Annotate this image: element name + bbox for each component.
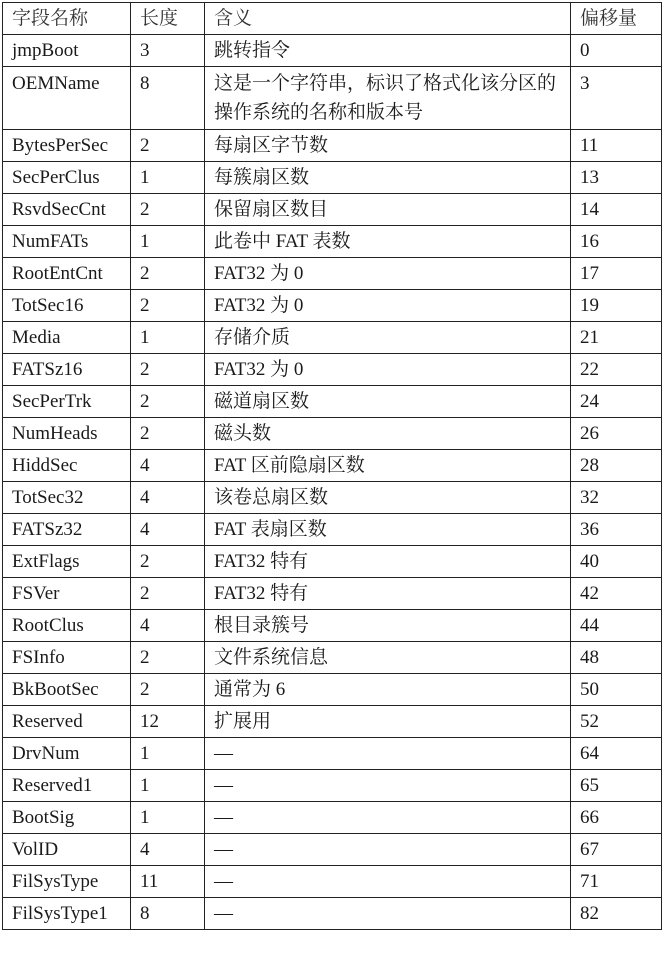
- cell-offset: 13: [571, 162, 662, 194]
- cell-field: RootEntCnt: [3, 258, 131, 290]
- cell-field: SecPerTrk: [3, 386, 131, 418]
- cell-offset: 16: [571, 226, 662, 258]
- cell-length: 4: [131, 834, 205, 866]
- cell-meaning: 每簇扇区数: [205, 162, 571, 194]
- cell-meaning: FAT32 特有: [205, 546, 571, 578]
- cell-meaning: FAT 表扇区数: [205, 514, 571, 546]
- header-offset: 偏移量: [571, 3, 662, 35]
- cell-length: 2: [131, 194, 205, 226]
- cell-offset: 44: [571, 610, 662, 642]
- cell-length: 8: [131, 67, 205, 130]
- cell-offset: 36: [571, 514, 662, 546]
- cell-length: 1: [131, 226, 205, 258]
- cell-field: Media: [3, 322, 131, 354]
- cell-field: FATSz32: [3, 514, 131, 546]
- cell-meaning: —: [205, 770, 571, 802]
- cell-offset: 52: [571, 706, 662, 738]
- cell-length: 4: [131, 450, 205, 482]
- cell-field: HiddSec: [3, 450, 131, 482]
- cell-offset: 42: [571, 578, 662, 610]
- cell-meaning: 文件系统信息: [205, 642, 571, 674]
- cell-field: DrvNum: [3, 738, 131, 770]
- table-row: [3, 290, 662, 322]
- cell-length: 4: [131, 610, 205, 642]
- cell-length: 2: [131, 578, 205, 610]
- cell-offset: 32: [571, 482, 662, 514]
- cell-field: BkBootSec: [3, 674, 131, 706]
- cell-meaning: 这是一个字符串，标识了格式化该分区的操作系统的名称和版本号: [205, 67, 571, 130]
- cell-meaning: —: [205, 898, 571, 930]
- cell-meaning: 跳转指令: [205, 35, 571, 67]
- header-length: 长度: [131, 3, 205, 35]
- cell-meaning: 每扇区字节数: [205, 130, 571, 162]
- cell-meaning: 此卷中 FAT 表数: [205, 226, 571, 258]
- cell-meaning: 扩展用: [205, 706, 571, 738]
- cell-meaning: FAT32 为 0: [205, 354, 571, 386]
- cell-meaning: —: [205, 802, 571, 834]
- cell-offset: 48: [571, 642, 662, 674]
- cell-length: 3: [131, 35, 205, 67]
- cell-offset: 17: [571, 258, 662, 290]
- cell-length: 1: [131, 802, 205, 834]
- table-row: [3, 67, 662, 130]
- table-row: [3, 450, 662, 482]
- cell-offset: 0: [571, 35, 662, 67]
- cell-field: OEMName: [3, 67, 131, 130]
- table-row: [3, 258, 662, 290]
- table-row: [3, 770, 662, 802]
- cell-meaning: 存储介质: [205, 322, 571, 354]
- table-row: [3, 578, 662, 610]
- table-row: [3, 802, 662, 834]
- cell-length: 2: [131, 130, 205, 162]
- cell-length: 1: [131, 322, 205, 354]
- cell-field: NumHeads: [3, 418, 131, 450]
- table-row: [3, 162, 662, 194]
- cell-offset: 71: [571, 866, 662, 898]
- header-meaning: 含义: [205, 3, 571, 35]
- table-row: [3, 482, 662, 514]
- table-row: [3, 322, 662, 354]
- cell-field: SecPerClus: [3, 162, 131, 194]
- cell-length: 4: [131, 514, 205, 546]
- cell-meaning: —: [205, 738, 571, 770]
- cell-offset: 24: [571, 386, 662, 418]
- cell-length: 2: [131, 674, 205, 706]
- header-row: [3, 3, 662, 35]
- table-row: [3, 514, 662, 546]
- table-row: [3, 706, 662, 738]
- cell-offset: 64: [571, 738, 662, 770]
- cell-meaning: FAT32 为 0: [205, 258, 571, 290]
- cell-offset: 22: [571, 354, 662, 386]
- cell-field: FSInfo: [3, 642, 131, 674]
- table-row: [3, 194, 662, 226]
- cell-meaning: 根目录簇号: [205, 610, 571, 642]
- cell-offset: 50: [571, 674, 662, 706]
- cell-field: FSVer: [3, 578, 131, 610]
- cell-length: 4: [131, 482, 205, 514]
- cell-length: 2: [131, 418, 205, 450]
- cell-field: BootSig: [3, 802, 131, 834]
- cell-field: RootClus: [3, 610, 131, 642]
- cell-length: 2: [131, 386, 205, 418]
- cell-offset: 65: [571, 770, 662, 802]
- cell-field: ExtFlags: [3, 546, 131, 578]
- cell-meaning: —: [205, 834, 571, 866]
- table-row: [3, 674, 662, 706]
- cell-field: FilSysType: [3, 866, 131, 898]
- table-row: [3, 610, 662, 642]
- cell-offset: 66: [571, 802, 662, 834]
- table-row: [3, 226, 662, 258]
- cell-offset: 21: [571, 322, 662, 354]
- cell-field: NumFATs: [3, 226, 131, 258]
- cell-field: BytesPerSec: [3, 130, 131, 162]
- cell-offset: 67: [571, 834, 662, 866]
- cell-length: 11: [131, 866, 205, 898]
- cell-field: jmpBoot: [3, 35, 131, 67]
- fat32-boot-sector-table: [2, 2, 662, 930]
- table-row: [3, 642, 662, 674]
- table-body: [3, 35, 662, 930]
- cell-field: Reserved: [3, 706, 131, 738]
- cell-meaning: 保留扇区数目: [205, 194, 571, 226]
- table-row: [3, 898, 662, 930]
- cell-meaning: FAT32 特有: [205, 578, 571, 610]
- cell-meaning: FAT32 为 0: [205, 290, 571, 322]
- cell-offset: 28: [571, 450, 662, 482]
- cell-offset: 82: [571, 898, 662, 930]
- cell-offset: 40: [571, 546, 662, 578]
- table-row: [3, 130, 662, 162]
- table-row: [3, 834, 662, 866]
- cell-length: 2: [131, 354, 205, 386]
- cell-offset: 3: [571, 67, 662, 130]
- table-row: [3, 546, 662, 578]
- table-row: [3, 35, 662, 67]
- cell-offset: 11: [571, 130, 662, 162]
- cell-meaning: 磁头数: [205, 418, 571, 450]
- cell-field: TotSec16: [3, 290, 131, 322]
- cell-length: 2: [131, 258, 205, 290]
- cell-length: 2: [131, 546, 205, 578]
- cell-offset: 19: [571, 290, 662, 322]
- cell-meaning: 通常为 6: [205, 674, 571, 706]
- cell-meaning: 该卷总扇区数: [205, 482, 571, 514]
- table-row: [3, 866, 662, 898]
- cell-length: 1: [131, 738, 205, 770]
- cell-meaning: 磁道扇区数: [205, 386, 571, 418]
- cell-field: VolID: [3, 834, 131, 866]
- cell-field: Reserved1: [3, 770, 131, 802]
- cell-length: 1: [131, 770, 205, 802]
- cell-length: 1: [131, 162, 205, 194]
- cell-field: RsvdSecCnt: [3, 194, 131, 226]
- cell-meaning: —: [205, 866, 571, 898]
- cell-meaning: FAT 区前隐扇区数: [205, 450, 571, 482]
- header-field: 字段名称: [3, 3, 131, 35]
- table-row: [3, 386, 662, 418]
- table-row: [3, 418, 662, 450]
- cell-length: 12: [131, 706, 205, 738]
- cell-field: FATSz16: [3, 354, 131, 386]
- table-row: [3, 738, 662, 770]
- cell-field: TotSec32: [3, 482, 131, 514]
- cell-offset: 14: [571, 194, 662, 226]
- cell-length: 8: [131, 898, 205, 930]
- cell-offset: 26: [571, 418, 662, 450]
- cell-length: 2: [131, 290, 205, 322]
- cell-field: FilSysType1: [3, 898, 131, 930]
- cell-length: 2: [131, 642, 205, 674]
- table-row: [3, 354, 662, 386]
